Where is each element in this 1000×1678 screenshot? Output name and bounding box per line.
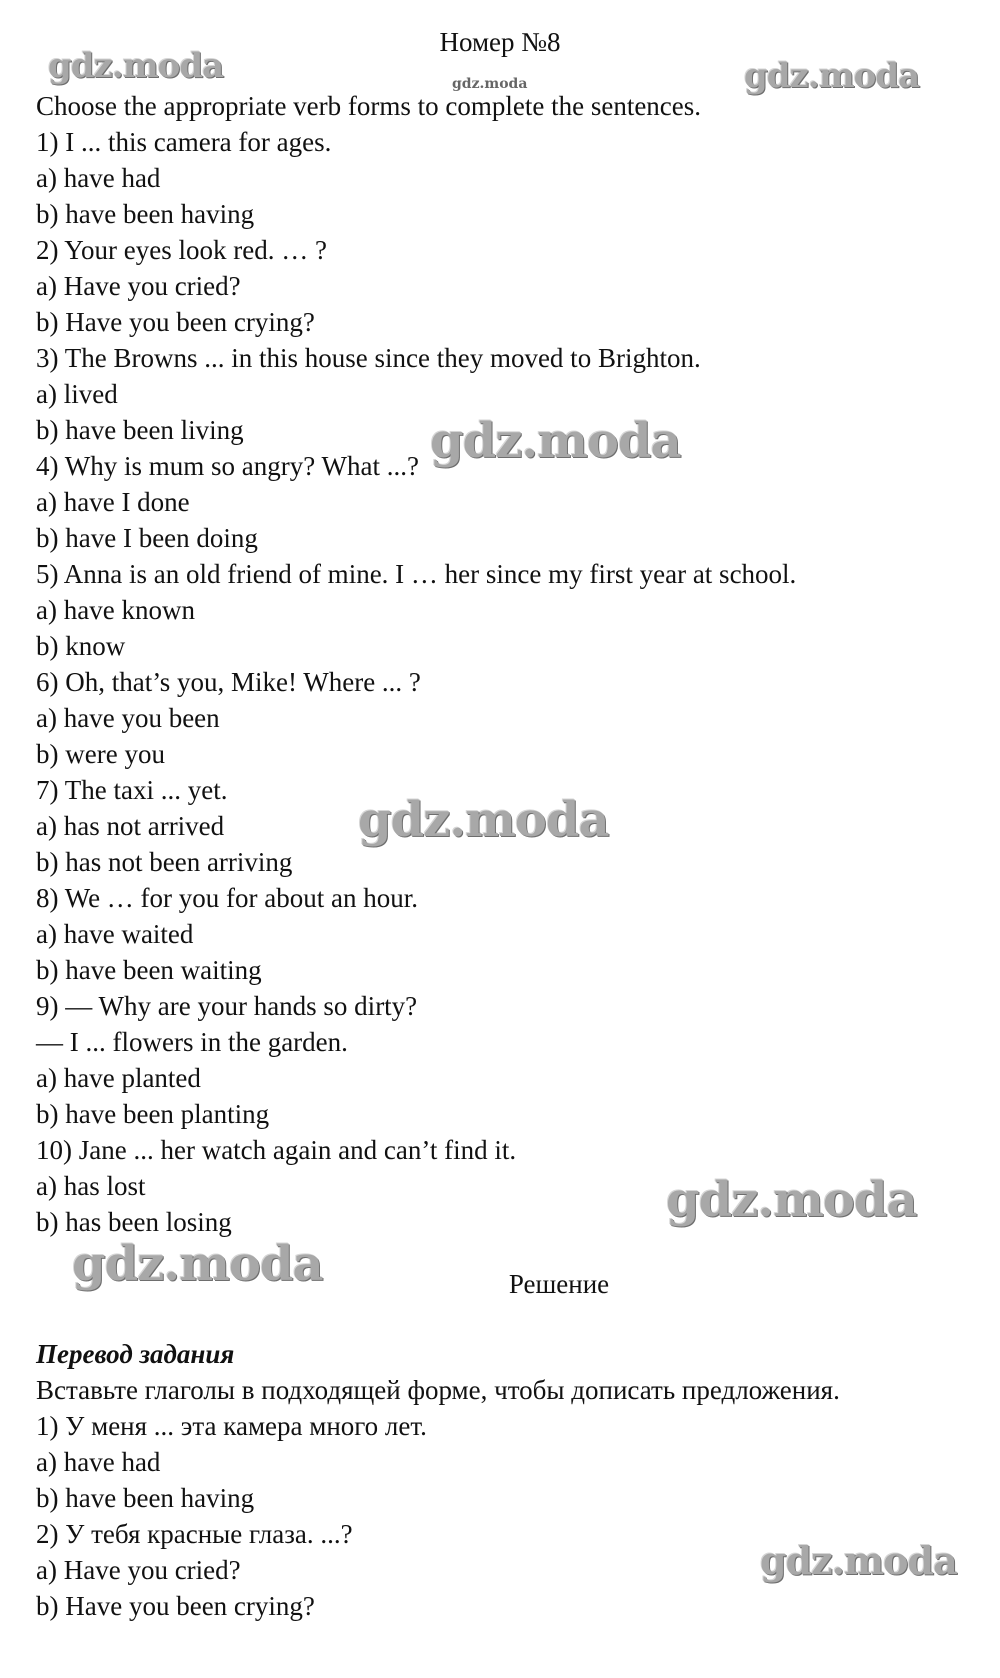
exercise-line: a) has lost [36, 1171, 146, 1201]
exercise-line: a) have I done [36, 487, 190, 517]
exercise-line: a) has not arrived [36, 811, 225, 841]
solution-label: Решение [508, 1269, 610, 1299]
watermark: gdz.moda [452, 76, 528, 92]
exercise-line: b) have been waiting [36, 955, 262, 985]
exercise-line: 4) Why is mum so angry? What ...? [36, 451, 419, 481]
exercise-line: a) have you been [36, 703, 220, 733]
exercise-line: a) have planted [36, 1063, 201, 1093]
exercise-line: 10) Jane ... her watch again and can’t find it. [36, 1135, 517, 1165]
exercise-line: b) have I been doing [36, 523, 258, 553]
exercise-line: 3) The Browns ... in this house since they moved to Brighton. [36, 343, 701, 373]
exercise-line: b) were you [36, 739, 165, 769]
watermark: gdz.moda [72, 1236, 323, 1292]
exercise-line: a) have had [36, 163, 161, 193]
exercise-line: b) know [36, 631, 126, 661]
exercise-line: 8) We … for you for about an hour. [36, 883, 418, 913]
instruction-line: Choose the appropriate verb forms to complete the sentences. [36, 91, 702, 121]
translation-line: a) have had [36, 1447, 161, 1477]
exercise-line: a) have known [36, 595, 195, 625]
exercise-line: a) lived [36, 379, 118, 409]
exercise-line: 5) Anna is an old friend of mine. I … her since my first year at school. [36, 559, 797, 589]
exercise-line: — I ... flowers in the garden. [36, 1027, 348, 1057]
page-title: Номер №8 [439, 27, 561, 57]
watermark: gdz.moda [760, 1538, 957, 1583]
translation-line: b) Have you been crying? [36, 1591, 315, 1621]
watermark: gdz.moda [48, 46, 224, 86]
exercise-line: a) Have you cried? [36, 271, 241, 301]
translation-line: a) Have you cried? [36, 1555, 241, 1585]
translation-heading: Перевод задания [36, 1339, 235, 1369]
exercise-text [36, 88, 986, 1240]
exercise-line: b) have been having [36, 199, 255, 229]
exercise-line: 2) Your eyes look red. … ? [36, 235, 327, 265]
translation-line: b) have been having [36, 1483, 255, 1513]
exercise-line: 6) Oh, that’s you, Mike! Where ... ? [36, 667, 421, 697]
exercise-line: b) have been planting [36, 1099, 270, 1129]
exercise-line: b) have been living [36, 415, 244, 445]
exercise-line: a) have waited [36, 919, 194, 949]
translation-line: 1) У меня ... эта камера много лет. [36, 1411, 427, 1441]
watermark: gdz.moda [358, 792, 609, 848]
exercise-line: 1) I ... this camera for ages. [36, 127, 332, 157]
watermark: gdz.moda [744, 56, 920, 96]
exercise-line: b) Have you been crying? [36, 307, 315, 337]
watermark: gdz.moda [430, 413, 681, 469]
watermark: gdz.moda [666, 1172, 917, 1228]
translation-line: 2) У тебя красные глаза. ...? [36, 1519, 353, 1549]
exercise-line: 9) — Why are your hands so dirty? [36, 991, 418, 1021]
exercise-line: 7) The taxi ... yet. [36, 775, 228, 805]
translation-line: Вставьте глаголы в подходящей форме, чтобы дописать предложения. [36, 1375, 840, 1405]
exercise-line: b) has been losing [36, 1207, 232, 1237]
exercise-line: b) has not been arriving [36, 847, 293, 877]
